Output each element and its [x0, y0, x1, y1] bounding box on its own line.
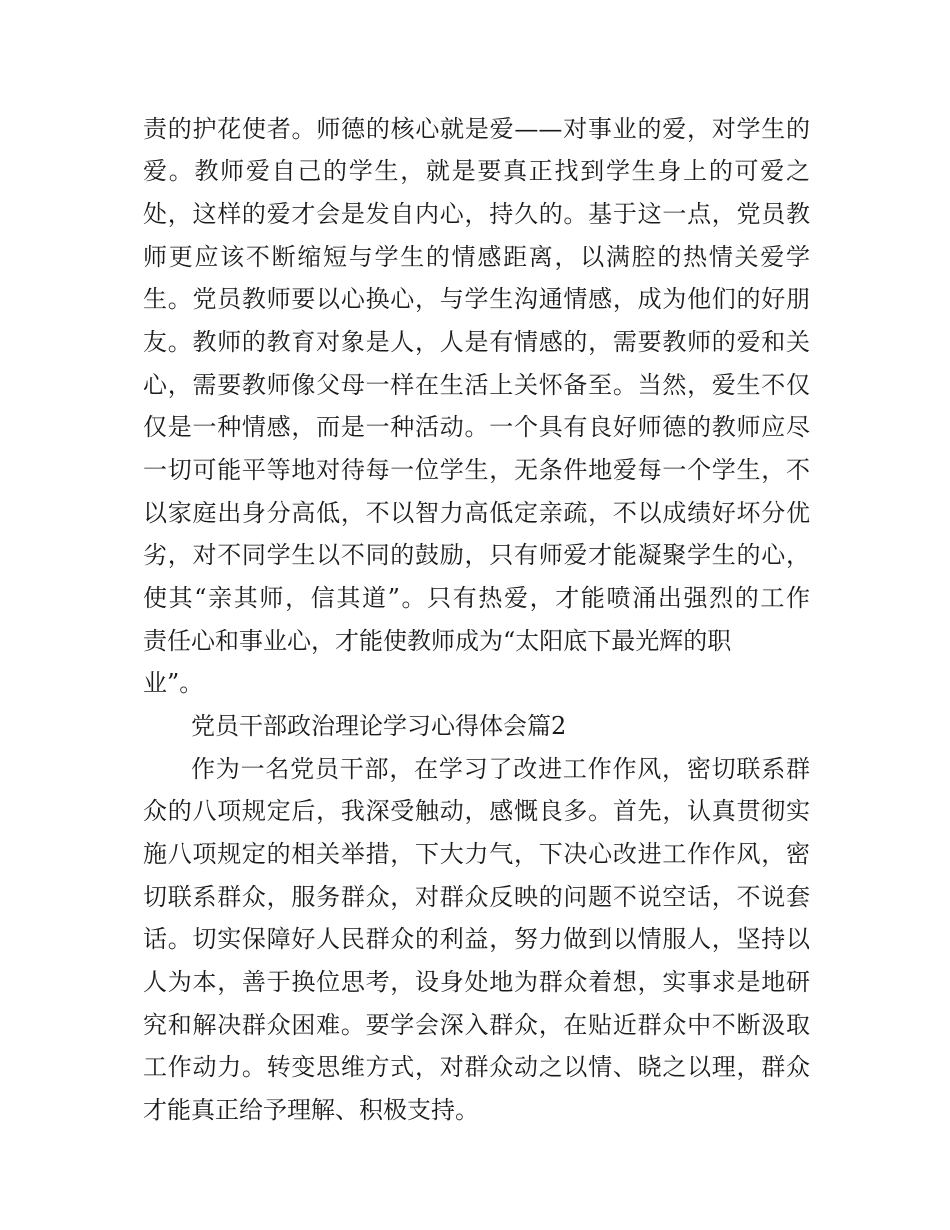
- paragraph-line: 师更应该不断缩短与学生的情感距离，以满腔的热情关爱学: [143, 243, 810, 271]
- paragraph-line: 人为本，善于换位思考，设身处地为群众着想，实事求是地研: [143, 968, 810, 996]
- paragraph-line: 作为一名党员干部，在学习了改进工作作风，密切联系群: [191, 755, 810, 783]
- paragraph-line: 责任心和事业心，才能使教师成为“太阳底下最光辉的职: [143, 627, 732, 655]
- section-heading: 党员干部政治理论学习心得体会篇2: [191, 712, 567, 740]
- paragraph-line: 施八项规定的相关举措，下大力气，下决心改进工作作风，密: [143, 840, 810, 868]
- paragraph-line: 话。切实保障好人民群众的利益，努力做到以情服人，坚持以: [143, 925, 810, 953]
- paragraph-line: 责的护花使者。师德的核心就是爱——对事业的爱，对学生的: [143, 115, 810, 143]
- paragraph-line: 处，这样的爱才会是发自内心，持久的。基于这一点，党员教: [143, 200, 810, 228]
- paragraph-line: 使其“亲其师，信其道”。只有热爱，才能喷涌出强烈的工作: [143, 584, 810, 612]
- paragraph-line: 爱。教师爱自己的学生，就是要真正找到学生身上的可爱之: [143, 157, 810, 185]
- paragraph-line: 以家庭出身分高低，不以智力高低定亲疏，不以成绩好坏分优: [143, 499, 810, 527]
- paragraph-line: 众的八项规定后，我深受触动，感慨良多。首先，认真贯彻实: [143, 797, 810, 825]
- paragraph-line: 心，需要教师像父母一样在生活上关怀备至。当然，爱生不仅: [143, 371, 810, 399]
- paragraph-line: 一切可能平等地对待每一位学生，无条件地爱每一个学生，不: [143, 456, 810, 484]
- paragraph-line: 究和解决群众困难。要学会深入群众，在贴近群众中不断汲取: [143, 1011, 810, 1039]
- paragraph-line: 工作动力。转变思维方式，对群众动之以情、晓之以理，群众: [143, 1053, 810, 1081]
- paragraph-line: 仅是一种情感，而是一种活动。一个具有良好师德的教师应尽: [143, 413, 810, 441]
- paragraph-line: 才能真正给予理解、积极支持。: [143, 1096, 479, 1124]
- paragraph-line: 业”。: [143, 669, 204, 697]
- paragraph-line: 切联系群众，服务群众，对群众反映的问题不说空话，不说套: [143, 883, 810, 911]
- paragraph-line: 劣，对不同学生以不同的鼓励，只有师爱才能凝聚学生的心，: [143, 541, 810, 569]
- paragraph-line: 生。党员教师要以心换心，与学生沟通情感，成为他们的好朋: [143, 285, 810, 313]
- paragraph-line: 友。教师的教育对象是人，人是有情感的，需要教师的爱和关: [143, 328, 810, 356]
